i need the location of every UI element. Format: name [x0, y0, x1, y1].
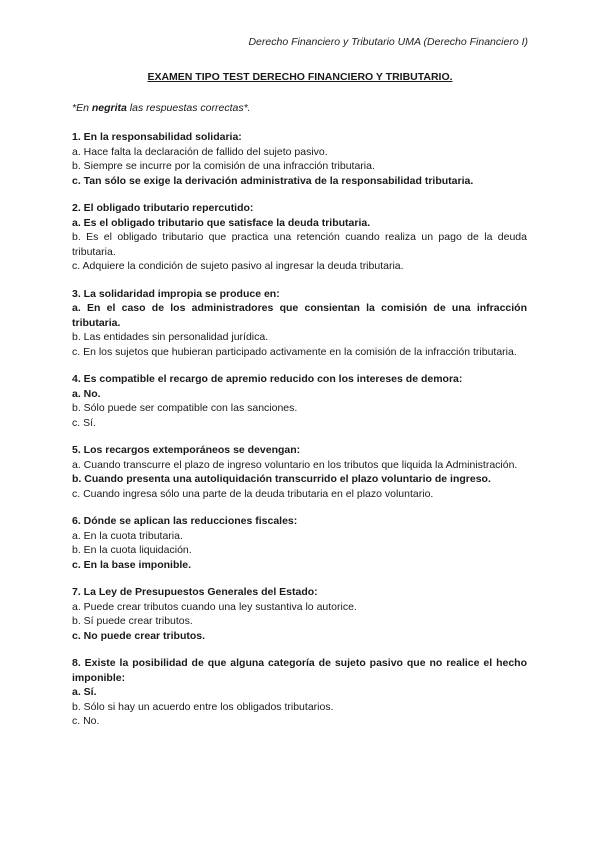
question-block: [72, 514, 527, 572]
question-title: 6. Dónde se aplican las reducciones fiscales:: [72, 515, 298, 527]
question-block: [72, 585, 527, 643]
question-block: [72, 443, 527, 501]
note-prefix: *En: [72, 102, 92, 114]
question-list: [72, 130, 527, 742]
question-block: [72, 130, 527, 188]
answer-option: c. Tan sólo se exige la derivación administrativa de la responsabilidad tributaria.: [72, 174, 474, 187]
answer-option: b. Sólo si hay un acuerdo entre los obligados tributarios.: [72, 700, 334, 713]
question-title: 7. La Ley de Presupuestos Generales del Estado:: [72, 586, 318, 598]
question-title: 4. Es compatible el recargo de apremio reducido con los intereses de demora:: [72, 373, 463, 385]
answer-option: a. En el caso de los administradores que consientan la comisión de una infracción tributaria.: [72, 302, 527, 329]
document-title: EXAMEN TIPO TEST DERECHO FINANCIERO Y TRIBUTARIO.: [147, 71, 453, 83]
answer-option: a. Puede crear tributos cuando una ley sustantiva lo autorice.: [72, 600, 357, 613]
answer-option: a. Hace falta la declaración de fallido del sujeto pasivo.: [72, 145, 328, 158]
answer-option: b. Cuando presenta una autoliquidación transcurrido el plazo voluntario de ingreso.: [72, 473, 491, 485]
question-block: [72, 656, 527, 729]
answer-option: c. En la base imponible.: [72, 558, 192, 571]
question-title: 2. El obligado tributario repercutido:: [72, 202, 254, 214]
question-title: 5. Los recargos extemporáneos se devengan:: [72, 444, 301, 456]
answer-option: c. No puede crear tributos.: [72, 629, 206, 642]
answer-option: a. Es el obligado tributario que satisface la deuda tributaria.: [72, 216, 371, 229]
answer-option: b. Las entidades sin personalidad jurídica.: [72, 331, 269, 343]
answer-option: a. Cuando transcurre el plazo de ingreso voluntario en los tributos que liquida la Administración.: [72, 458, 518, 471]
answer-option: b. En la cuota liquidación.: [72, 544, 192, 556]
answer-option: b. Es el obligado tributario que practica una retención cuando realiza un pago de la deuda tributaria.: [72, 231, 527, 258]
answer-option: c. Cuando ingresa sólo una parte de la deuda tributaria en el plazo voluntario.: [72, 487, 434, 500]
answer-option: b. Siempre se incurre por la comisión de una infracción tributaria.: [72, 160, 375, 172]
question-block: [72, 287, 527, 360]
note-suffix: las respuestas correctas*.: [126, 102, 251, 114]
question-block: [72, 372, 527, 430]
answer-option: a. Sí.: [72, 686, 97, 698]
question-title: 3. La solidaridad impropia se produce en:: [72, 287, 280, 300]
note-bold-word: negrita: [91, 102, 127, 114]
answer-option: a. No.: [72, 387, 101, 400]
answer-option: b. Sí puede crear tributos.: [72, 615, 193, 627]
answer-option: b. Sólo puede ser compatible con las sanciones.: [72, 402, 298, 414]
answer-option: c. Adquiere la condición de sujeto pasivo al ingresar la deuda tributaria.: [72, 260, 404, 272]
answer-option: c. No.: [72, 715, 100, 727]
question-block: [72, 201, 527, 274]
answer-option: c. Sí.: [72, 416, 96, 429]
answer-option: c. En los sujetos que hubieran participado activamente en la comisión de la infracción tributaria.: [72, 345, 517, 358]
answer-option: a. En la cuota tributaria.: [72, 529, 183, 542]
page-header: Derecho Financiero y Tributario UMA (Derecho Financiero I): [248, 36, 528, 48]
answer-legend-note: [72, 102, 251, 114]
question-title: 1. En la responsabilidad solidaria:: [72, 131, 242, 143]
question-title: 8. Existe la posibilidad de que alguna categoría de sujeto pasivo que no realice el hecho imponible:: [72, 657, 527, 684]
